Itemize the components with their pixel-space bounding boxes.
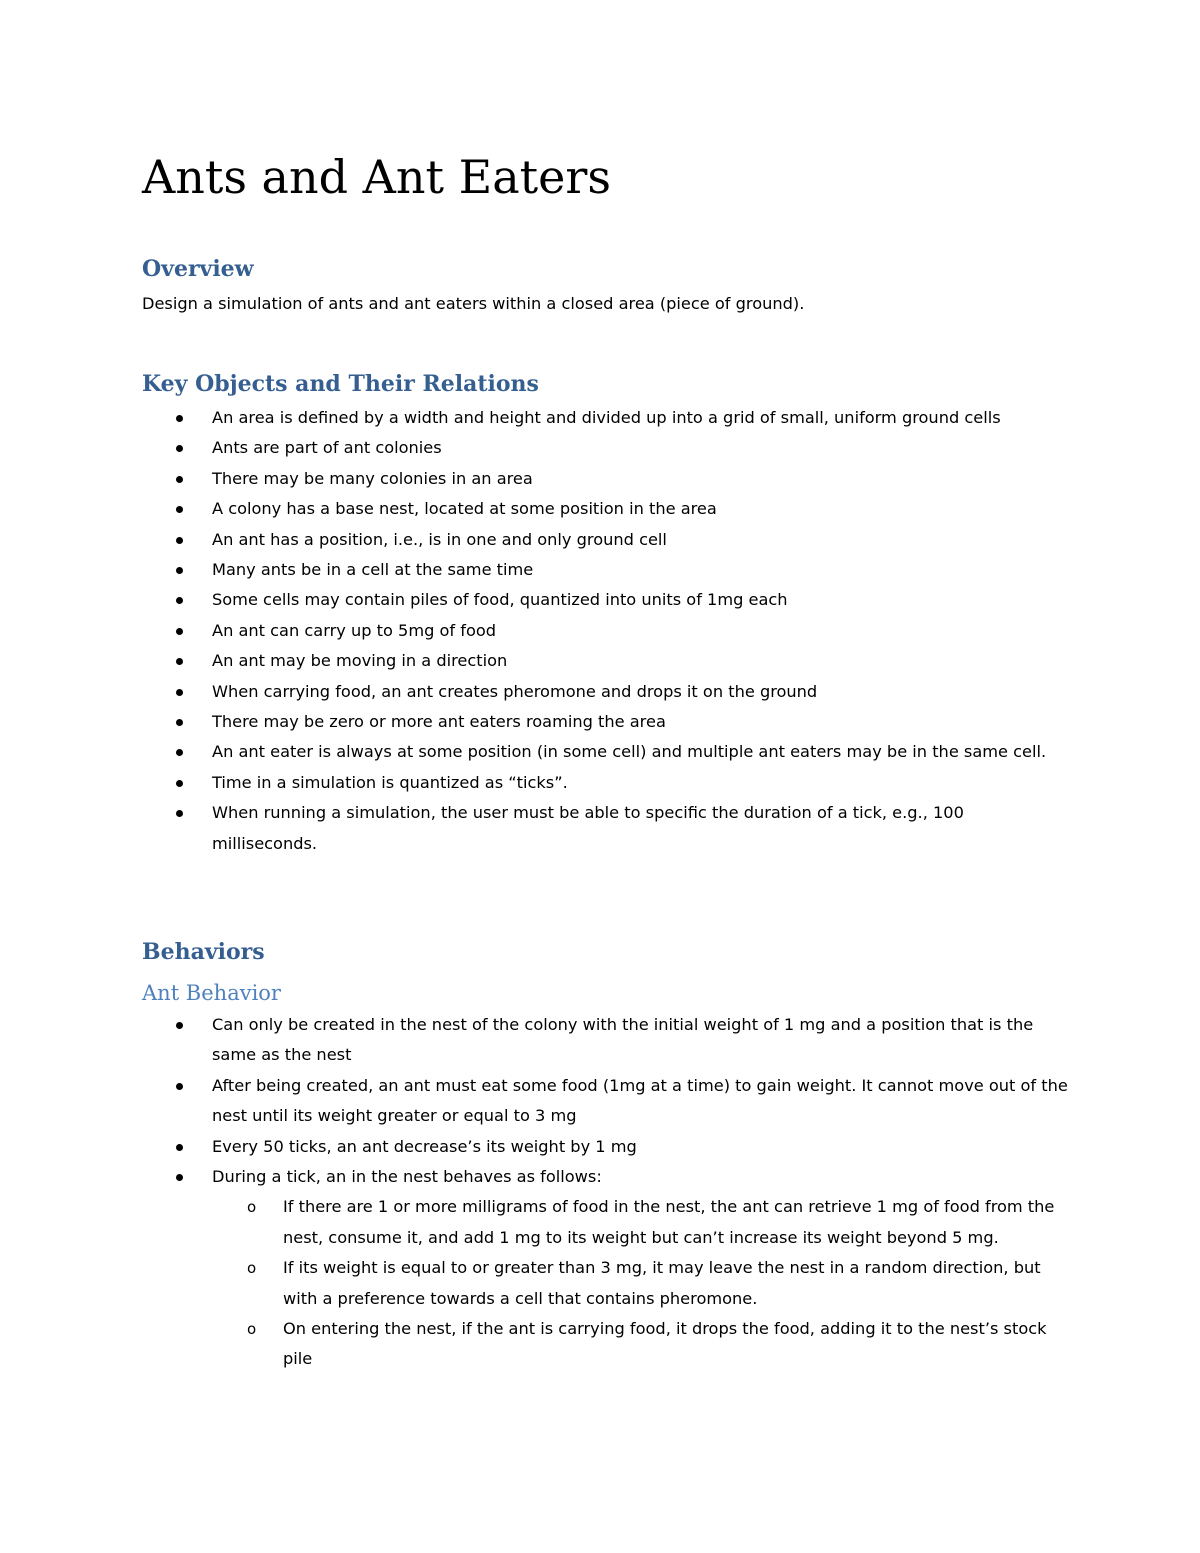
ant-behavior-list: [142, 1010, 1072, 1375]
list-item: [142, 585, 1072, 615]
list-item: [142, 494, 1072, 524]
document-title: Ants and Ant Eaters: [142, 150, 611, 204]
overview-text: Design a simulation of ants and ant eaters within a closed area (piece of ground).: [142, 294, 805, 313]
list-item-text: When carrying food, an ant creates pheromone and drops it on the ground: [212, 681, 818, 701]
list-item-text: There may be many colonies in an area: [212, 468, 533, 488]
list-item-text: Every 50 ticks, an ant decrease’s its weight by 1 mg: [212, 1136, 637, 1156]
list-item-text: Can only be created in the nest of the colony with the initial weight of 1 mg and a position that is the same as the nest: [212, 1015, 1034, 1065]
bullet-icon: [176, 476, 183, 483]
list-item-text: Time in a simulation is quantized as “ticks”.: [212, 772, 568, 792]
overview-heading: Overview: [142, 256, 254, 282]
list-item-text: There may be zero or more ant eaters roaming the area: [212, 712, 666, 732]
sub-list-item-text: If there are 1 or more milligrams of food in the nest, the ant can retrieve 1 mg of food from the nest, consume it, and add 1 mg to its weight but can’t increase its weight beyond 5 mg.: [283, 1197, 1055, 1247]
list-item-text: After being created, an ant must eat some food (1mg at a time) to gain weight. It cannot move out of the nest until its weight greater or equal to 3 mg: [212, 1075, 1068, 1126]
sub-list-item: [212, 1314, 1072, 1375]
list-item-text: Some cells may contain piles of food, quantized into units of 1mg each: [212, 590, 788, 610]
bullet-icon: [176, 628, 183, 635]
list-item: [142, 433, 1072, 463]
list-item: [142, 616, 1072, 646]
ant-behavior-sublist: [212, 1192, 1072, 1374]
list-item-text: When running a simulation, the user must be able to specific the duration of a tick, e.g., 100 milliseconds.: [212, 803, 964, 853]
list-item-text: An ant may be moving in a direction: [212, 651, 508, 671]
bullet-icon: [176, 1083, 183, 1090]
list-item: [142, 707, 1072, 737]
list-item: [142, 1132, 1072, 1162]
list-item: [142, 555, 1072, 585]
sub-list-item-text: On entering the nest, if the ant is carrying food, it drops the food, adding it to the nest’s stock pile: [283, 1319, 1047, 1369]
list-item-text: Ants are part of ant colonies: [212, 438, 442, 458]
list-item: [142, 1010, 1072, 1071]
list-item-text: An ant eater is always at some position (in some cell) and multiple ant eaters may be in the same cell.: [212, 742, 1047, 762]
list-item: [142, 737, 1072, 767]
bullet-icon: [176, 658, 183, 665]
list-item: [142, 464, 1072, 494]
key-objects-heading: Key Objects and Their Relations: [142, 371, 539, 397]
circle-bullet-icon: o: [247, 1259, 257, 1278]
list-item: [142, 768, 1072, 798]
list-item: [142, 1071, 1072, 1132]
list-item-text: An ant can carry up to 5mg of food: [212, 620, 497, 640]
behaviors-heading: Behaviors: [142, 939, 265, 965]
list-item-text: An ant has a position, i.e., is in one and only ground cell: [212, 529, 667, 549]
list-item: [142, 677, 1072, 707]
bullet-icon: [176, 1022, 183, 1029]
bullet-icon: [176, 689, 183, 696]
bullet-icon: [176, 1174, 183, 1181]
bullet-icon: [176, 537, 183, 544]
sub-list-item: [212, 1192, 1072, 1253]
bullet-icon: [176, 780, 183, 787]
bullet-icon: [176, 415, 183, 422]
bullet-icon: [176, 506, 183, 513]
ant-behavior-heading: Ant Behavior: [142, 981, 281, 1005]
list-item: [142, 403, 1072, 433]
list-item: [142, 525, 1072, 555]
circle-bullet-icon: o: [247, 1320, 257, 1339]
list-item-text: During a tick, an in the nest behaves as follows:: [212, 1167, 602, 1187]
list-item: [142, 1162, 1072, 1375]
list-item: [142, 646, 1072, 676]
sub-list-item: [212, 1253, 1072, 1314]
list-item-text: Many ants be in a cell at the same time: [212, 560, 534, 580]
bullet-icon: [176, 597, 183, 604]
bullet-icon: [176, 1144, 183, 1151]
list-item: [142, 798, 1072, 859]
sub-list-item-text: If its weight is equal to or greater than 3 mg, it may leave the nest in a random direction, but with a preference towards a cell that contains pheromone.: [283, 1258, 1041, 1308]
circle-bullet-icon: o: [247, 1198, 257, 1217]
bullet-icon: [176, 749, 183, 756]
bullet-icon: [176, 810, 183, 817]
list-item-text: An area is defined by a width and height and divided up into a grid of small, uniform ground cells: [212, 408, 1001, 427]
bullet-icon: [176, 445, 183, 452]
list-item-text: A colony has a base nest, located at some position in the area: [212, 499, 717, 519]
key-objects-list: [142, 403, 1072, 859]
bullet-icon: [176, 719, 183, 726]
bullet-icon: [176, 567, 183, 574]
